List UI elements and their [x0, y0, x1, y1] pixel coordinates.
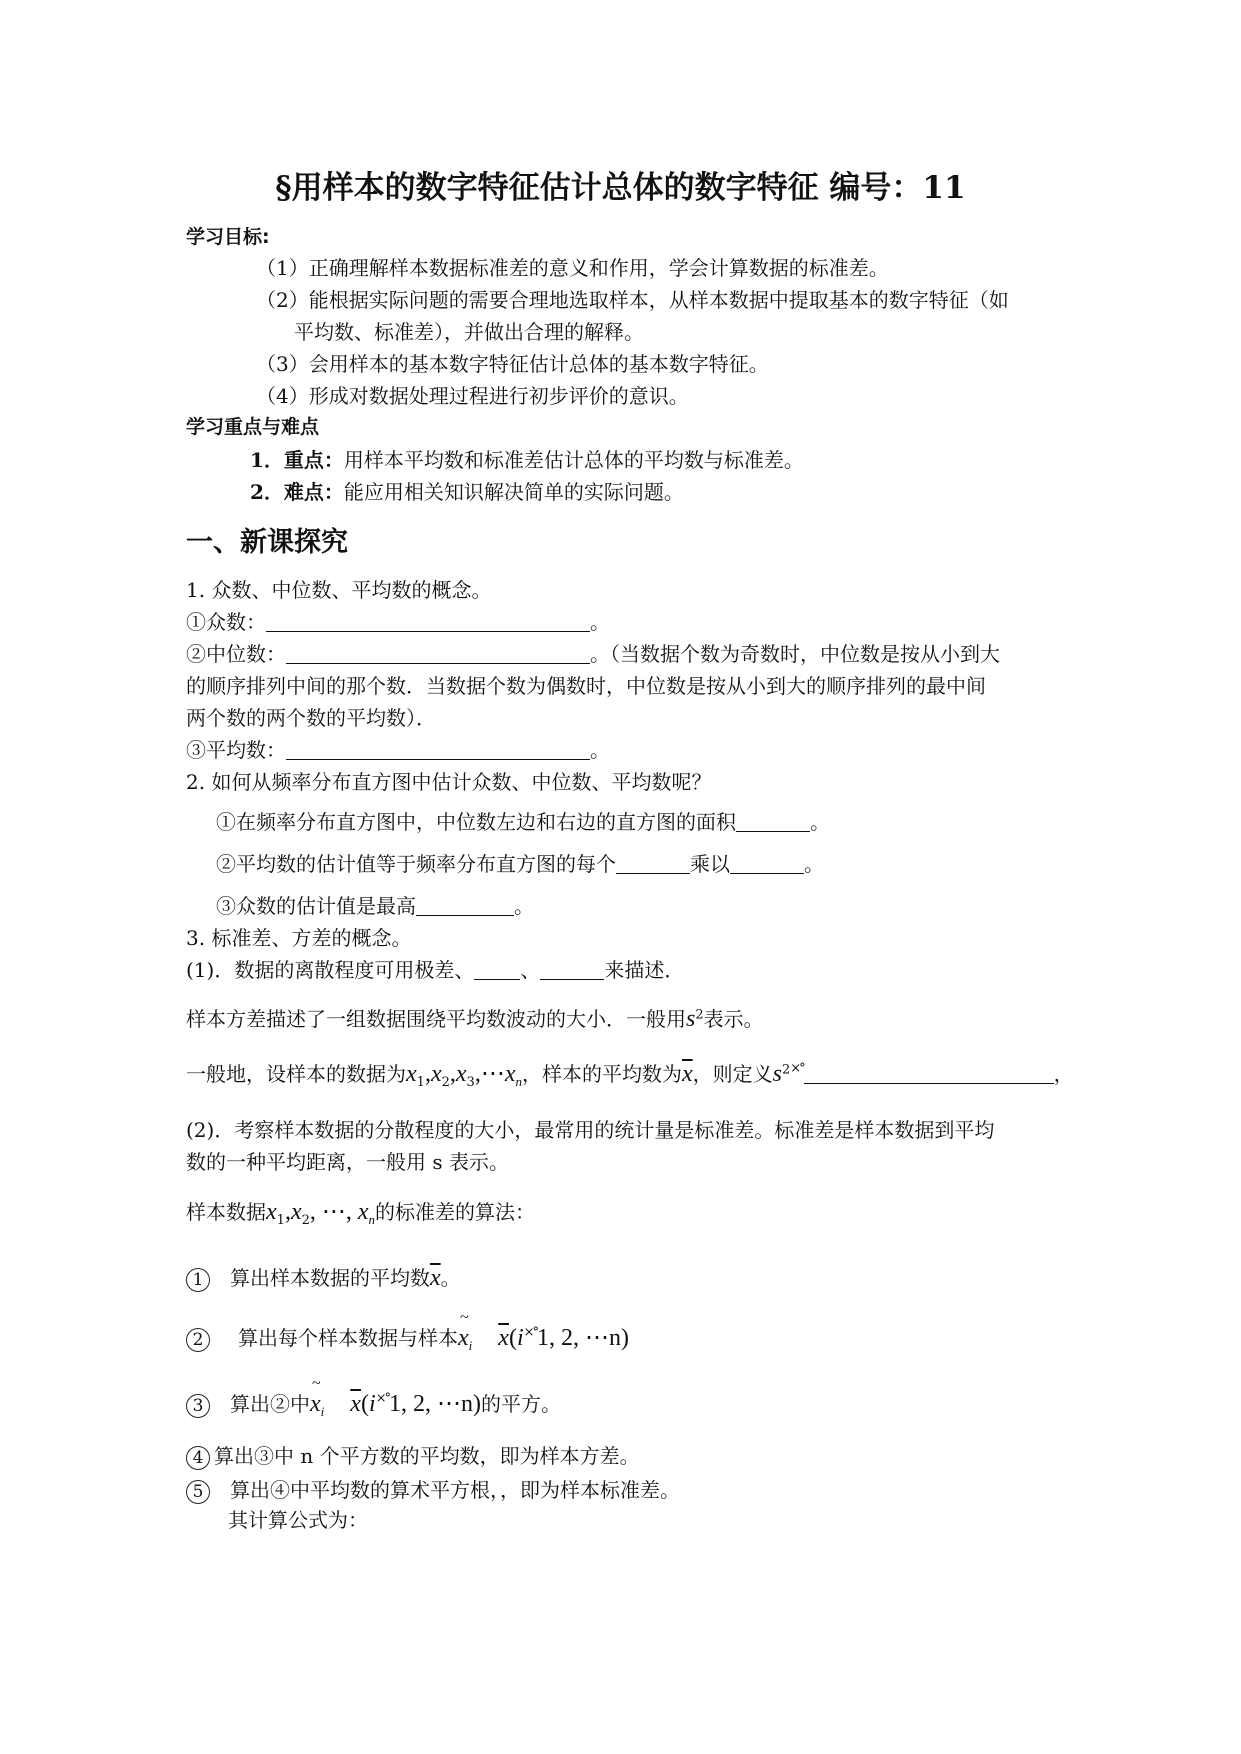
step-2: 2 算出每个样本数据与样本~ $x_i$ $\overline{x}(i^{\times^\circ}1$, 2, ⋯n) — [186, 1322, 629, 1354]
q3-1-blank-1 — [474, 959, 520, 980]
q2-c-blank — [416, 895, 514, 916]
x3-symbol: x — [455, 1061, 467, 1087]
q3-1-text-c: 来描述． — [604, 958, 685, 982]
step-2-xi: ~ x — [458, 1325, 469, 1352]
question-1: 1. 众数、中位数、平均数的概念。 — [186, 578, 492, 602]
q3-1-blank-2 — [540, 959, 604, 980]
step-3-text-a: 算出②中 — [230, 1392, 310, 1416]
q2-b-blank-1 — [616, 853, 690, 874]
q2-item-c-text: ③众数的估计值是最高 — [216, 894, 416, 918]
keypoint-1-text: 用样本平均数和标准差估计总体的平均数与标准差。 — [343, 448, 804, 472]
keypoint-2 — [250, 476, 684, 505]
median-blank — [286, 643, 590, 664]
x1-sub: 1 — [416, 1075, 425, 1090]
xn-symbol: x — [504, 1061, 516, 1087]
x2-sub: 2 — [441, 1075, 450, 1090]
sx2-symbol: x — [290, 1199, 302, 1225]
std-intro-text-1: 样本数据 — [186, 1200, 266, 1224]
general-text-2: ，样本的平均数为 — [521, 1062, 682, 1086]
variance-text-2: 表示。 — [703, 1007, 764, 1031]
s2-symbol: s — [772, 1061, 782, 1087]
sx1-sub: 1 — [276, 1213, 285, 1228]
step-4-text: 算出③中 n 个平方数的平均数，即为样本方差。 — [214, 1444, 640, 1468]
median-note-3: 两个数的两个数的平均数）． — [186, 706, 436, 730]
x-bar-symbol: $\overline{x}$ — [681, 1061, 693, 1087]
x2-symbol: x — [430, 1061, 442, 1087]
general-text-1: 一般地，设样本的数据为 — [186, 1062, 406, 1086]
mean-blank — [286, 739, 590, 760]
variance-formula-blank — [804, 1063, 1054, 1084]
keypoint-2-num: 2． — [250, 480, 284, 504]
general-definition-line: 一般地，设样本的数据为$x_1,x_2,x_3,\cdots x_n$，样本的平均数为$\overline{x}$，则定义$s^{2\times^\circ}$ ， — [186, 1061, 1074, 1090]
s-square: 2 — [695, 1007, 704, 1023]
step-1-text: 算出样本数据的平均数 — [230, 1266, 430, 1290]
q2-item-b-text-2: 乘以 — [690, 852, 730, 876]
step-3-number: 3 — [186, 1394, 210, 1418]
q3-1-text-a: (1)．数据的离散程度可用极差、 — [186, 958, 475, 982]
step-3-broken-glyph: ×° — [375, 1391, 390, 1406]
objective-item-2: （2）能根据实际问题的需要合理地选取样本，从样本数据中提取基本的数字特征（如 — [256, 288, 1009, 312]
step-3-i-sub: i — [320, 1404, 325, 1419]
q2-item-a-text: ①在频率分布直方图中，中位数左边和右边的直方图的面积 — [216, 810, 736, 834]
formula-label: 其计算公式为： — [228, 1508, 368, 1532]
general-end: ， — [1053, 1062, 1074, 1086]
step-4-number: 4 — [186, 1446, 210, 1470]
q3-2-line-1: (2)．考察样本数据的分散程度的大小，最常用的统计量是标准差。标准差是样本数据到平均 — [186, 1118, 995, 1142]
step-3-xi: ~ x — [310, 1391, 321, 1418]
step-5-text: 算出④中平均数的算术平方根，，即为样本标准差。 — [230, 1478, 680, 1502]
step-3: 3 算出②中~ $x_i$ $\overline{x}(i^{\times^\circ}1$, 2, ⋯n)的平方。 — [186, 1388, 561, 1420]
q2-item-c — [216, 890, 534, 919]
page-title: §用样本的数字特征估计总体的数字特征 编号：11 — [275, 170, 966, 206]
objective-item-3: （3）会用样本的基本数字特征估计总体的基本数字特征。 — [256, 352, 769, 376]
step-3-i: i — [368, 1391, 376, 1417]
x3-sub: 3 — [466, 1075, 475, 1090]
variance-text-1: 样本方差描述了一组数据围绕平均数波动的大小．一般用 — [186, 1007, 686, 1031]
keypoint-1 — [250, 444, 804, 473]
keypoint-1-label: 重点： — [283, 448, 344, 472]
step-5-number: 5 — [186, 1480, 210, 1504]
median-label: ②中位数： — [186, 642, 286, 666]
step-1-number: 1 — [186, 1268, 210, 1292]
objectives-heading: 学习目标: — [186, 226, 270, 248]
objective-item-2-cont: 平均数、标准差），并做出合理的解释。 — [294, 320, 644, 344]
q2-b-blank-2 — [730, 853, 804, 874]
s2-square: 2 — [781, 1062, 791, 1078]
step-3-range: 1, 2, ⋯n) — [389, 1391, 482, 1417]
mode-blank — [266, 611, 590, 632]
keypoint-2-label: 难点： — [283, 480, 344, 504]
q2-c-period: 。 — [514, 894, 534, 918]
keypoint-2-text: 能应用相关知识解决简单的实际问题。 — [343, 480, 684, 504]
step-1 — [186, 1262, 461, 1292]
xn-sub: n — [515, 1074, 522, 1089]
median-note-2: 的顺序排列中间的那个数．当数据个数为偶数时，中位数是按从小到大的顺序排列的最中间 — [186, 674, 986, 698]
step-2-i-sub: i — [468, 1338, 473, 1353]
keypoint-1-num: 1． — [250, 448, 284, 472]
q2-a-blank — [736, 811, 810, 832]
mean-period: 。 — [590, 738, 610, 762]
x1-symbol: x — [406, 1061, 417, 1087]
s-symbol: s — [686, 1006, 696, 1032]
mean-label: ③平均数： — [186, 738, 286, 762]
sx1-symbol: x — [266, 1199, 277, 1225]
sx2-sub: 2 — [301, 1213, 310, 1228]
std-intro-text-2: 的标准差的算法： — [375, 1200, 536, 1224]
question-3: 3. 标准差、方差的概念。 — [186, 926, 412, 950]
step-2-number: 2 — [186, 1328, 210, 1352]
section-heading: 一、新课探究 — [186, 527, 348, 558]
step-3-text-b: 的平方。 — [481, 1392, 562, 1416]
keypoints-heading: 学习重点与难点 — [186, 416, 320, 438]
step-1-period: 。 — [440, 1266, 461, 1290]
step-3-x-bar: $\overline{x}$ — [350, 1391, 361, 1417]
variance-line — [186, 1003, 764, 1033]
question-2: 2. 如何从频率分布直方图中估计众数、中位数、平均数呢？ — [186, 770, 712, 794]
q3-2-line-2: 数的一种平均距离，一般用 s 表示。 — [186, 1150, 509, 1174]
objective-item-1: （1）正确理解样本数据标准差的意义和作用，学会计算数据的标准差。 — [256, 256, 889, 280]
step-2-broken-glyph: ×° — [523, 1325, 538, 1340]
mean-line — [186, 734, 610, 763]
q2-item-b-text-1: ②平均数的估计值等于频率分布直方图的每个 — [216, 852, 616, 876]
std-intro-line: 样本数据$x_1,x_2$, ⋯, $x_n$的标准差的算法： — [186, 1199, 536, 1228]
step-2-i: i — [516, 1325, 524, 1351]
sxn-sub: n — [368, 1212, 376, 1227]
step-2-range: 1, 2, ⋯n) — [537, 1325, 630, 1351]
step-2-text: 算出每个样本数据与样本 — [238, 1326, 458, 1350]
q2-item-b — [216, 848, 824, 877]
mode-label: ①众数： — [186, 610, 266, 634]
median-note-1: 。（当数据个数为奇数时，中位数是按从小到大 — [590, 642, 1000, 666]
q2-a-period: 。 — [810, 810, 830, 834]
mode-period: 。 — [590, 610, 610, 634]
broken-equals-glyph: ×° — [790, 1061, 804, 1076]
q2-item-a — [216, 806, 830, 835]
step-5 — [186, 1474, 680, 1504]
median-line — [186, 638, 1000, 667]
general-text-3: ，则定义 — [692, 1062, 773, 1086]
q2-b-period: 。 — [804, 852, 824, 876]
step-2-x-bar: $\overline{x}$ — [498, 1325, 509, 1351]
step-4 — [186, 1440, 640, 1470]
q3-1-text-b: 、 — [520, 958, 541, 982]
sxn-symbol: x — [357, 1199, 369, 1225]
q3-1-line — [186, 954, 684, 983]
mode-line — [186, 606, 610, 635]
step-1-x-bar: $\overline{x}$ — [430, 1265, 441, 1291]
objective-item-4: （4）形成对数据处理过程进行初步评价的意识。 — [256, 384, 689, 408]
